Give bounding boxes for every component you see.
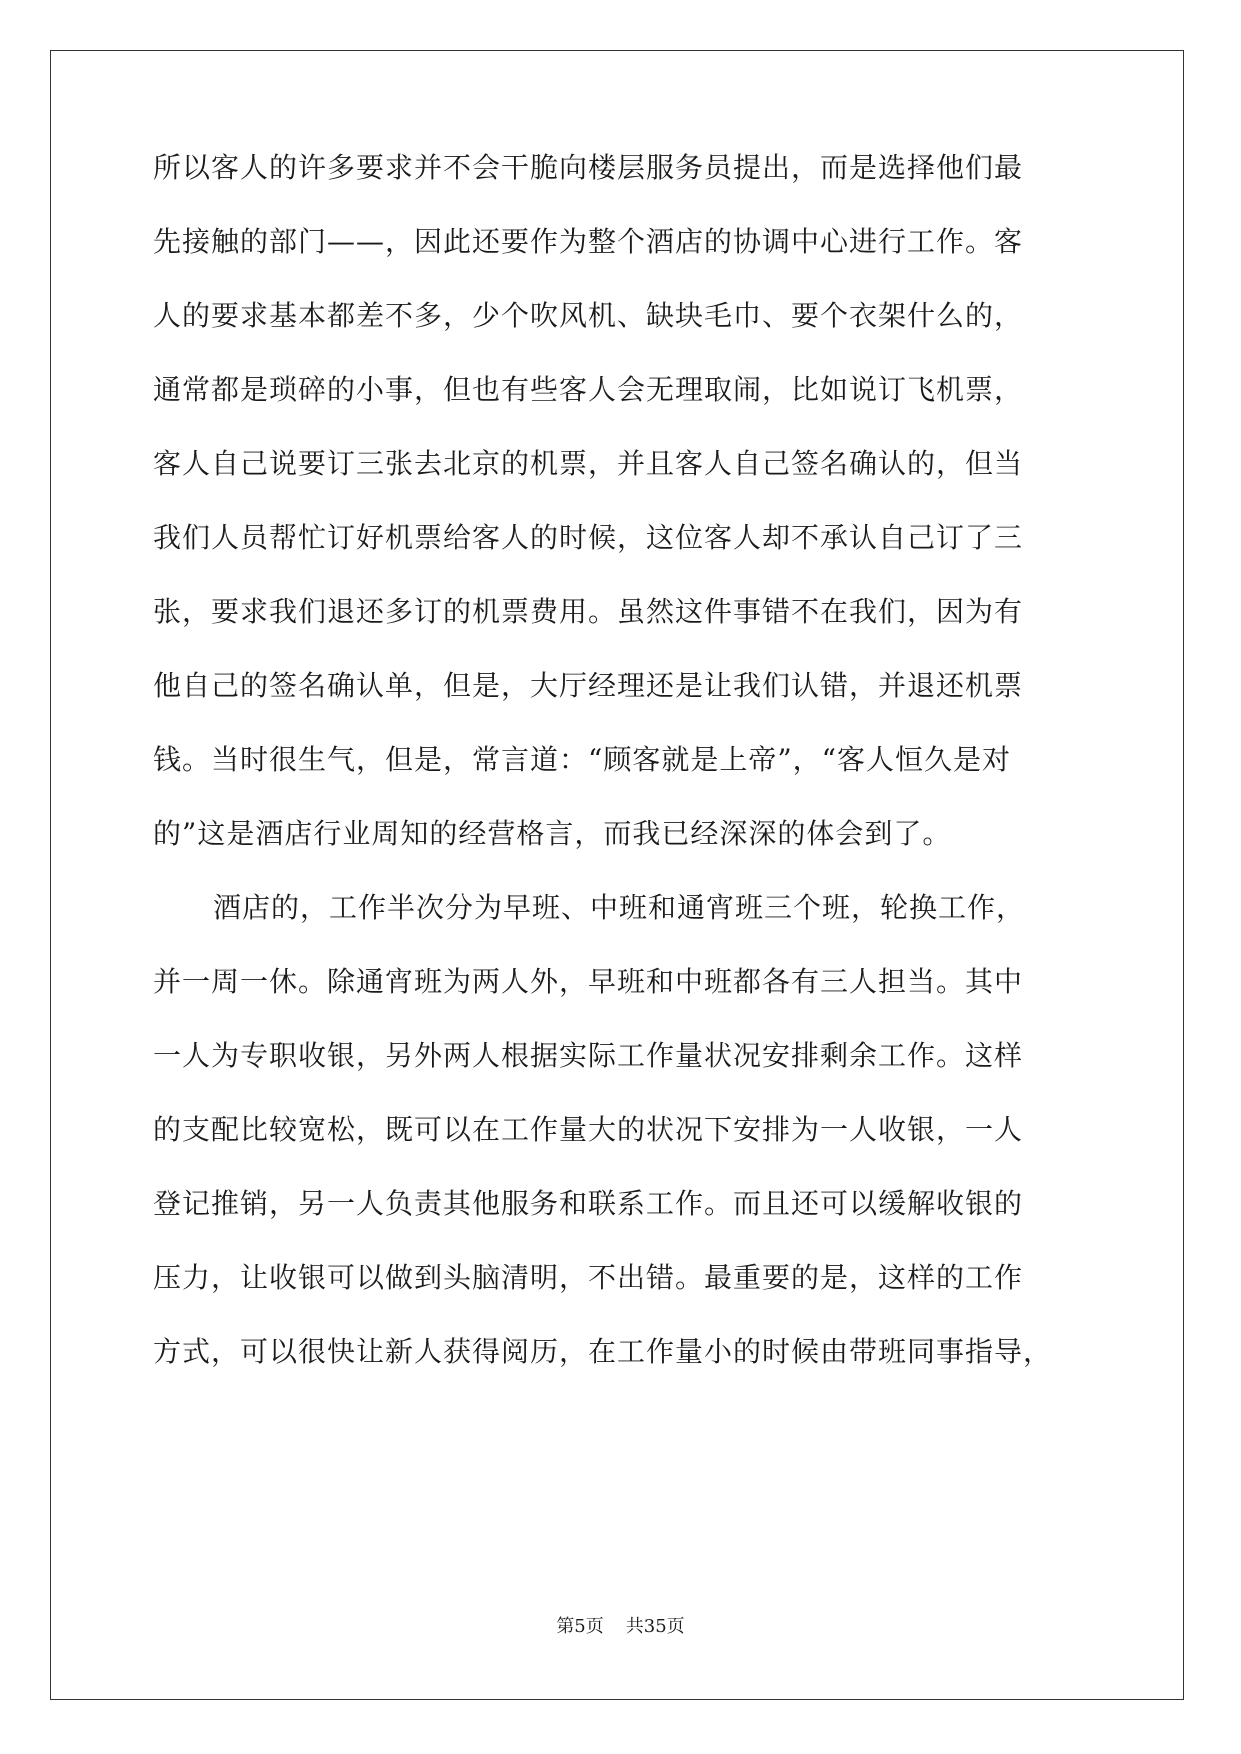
text-line: 所以客人的许多要求并不会干脆向楼层服务员提出，而是选择他们最 [153,151,1024,184]
text-line: 登记推销，另一人负责其他服务和联系工作。而且还可以缓解收银的 [153,1187,1024,1220]
text-line: 的支配比较宽松，既可以在工作量大的状况下安排为一人收银，一人 [153,1113,1024,1146]
page-number: 第5页 [556,1616,604,1637]
page-footer [0,1612,1241,1638]
text-line-indented: 酒店的，工作半次分为早班、中班和通宵班三个班，轮换工作， [213,891,1026,924]
text-line: 压力，让收银可以做到头脑清明，不出错。最重要的是，这样的工作 [153,1261,1024,1294]
text-line: 方式，可以很快让新人获得阅历，在工作量小的时候由带班同事指导， [153,1335,1053,1368]
text-line: 先接触的部门——，因此还要作为整个酒店的协调中心进行工作。客 [153,225,1024,258]
text-line: 钱。当时很生气，但是，常言道：“顾客就是上帝”，“客人恒久是对 [153,743,1011,776]
text-line: 并一周一休。除通宵班为两人外，早班和中班都各有三人担当。其中 [153,965,1024,998]
text-line: 一人为专职收银，另外两人根据实际工作量状况安排剩余工作。这样 [153,1039,1024,1072]
text-line: 通常都是琐碎的小事，但也有些客人会无理取闹，比如说订飞机票， [153,373,1024,406]
text-line: 人的要求基本都差不多，少个吹风机、缺块毛巾、要个衣架什么的， [153,299,1024,332]
total-pages: 共35页 [625,1616,685,1637]
text-line: 张，要求我们退还多订的机票费用。虽然这件事错不在我们，因为有 [153,595,1024,628]
text-line: 我们人员帮忙订好机票给客人的时候，这位客人却不承认自己订了三 [153,521,1024,554]
text-line: 他自己的签名确认单，但是，大厅经理还是让我们认错，并退还机票 [153,669,1024,702]
text-line: 的”这是酒店行业周知的经营格言，而我已经深深的体会到了。 [153,817,952,850]
text-line: 客人自己说要订三张去北京的机票，并且客人自己签名确认的，但当 [153,447,1024,480]
